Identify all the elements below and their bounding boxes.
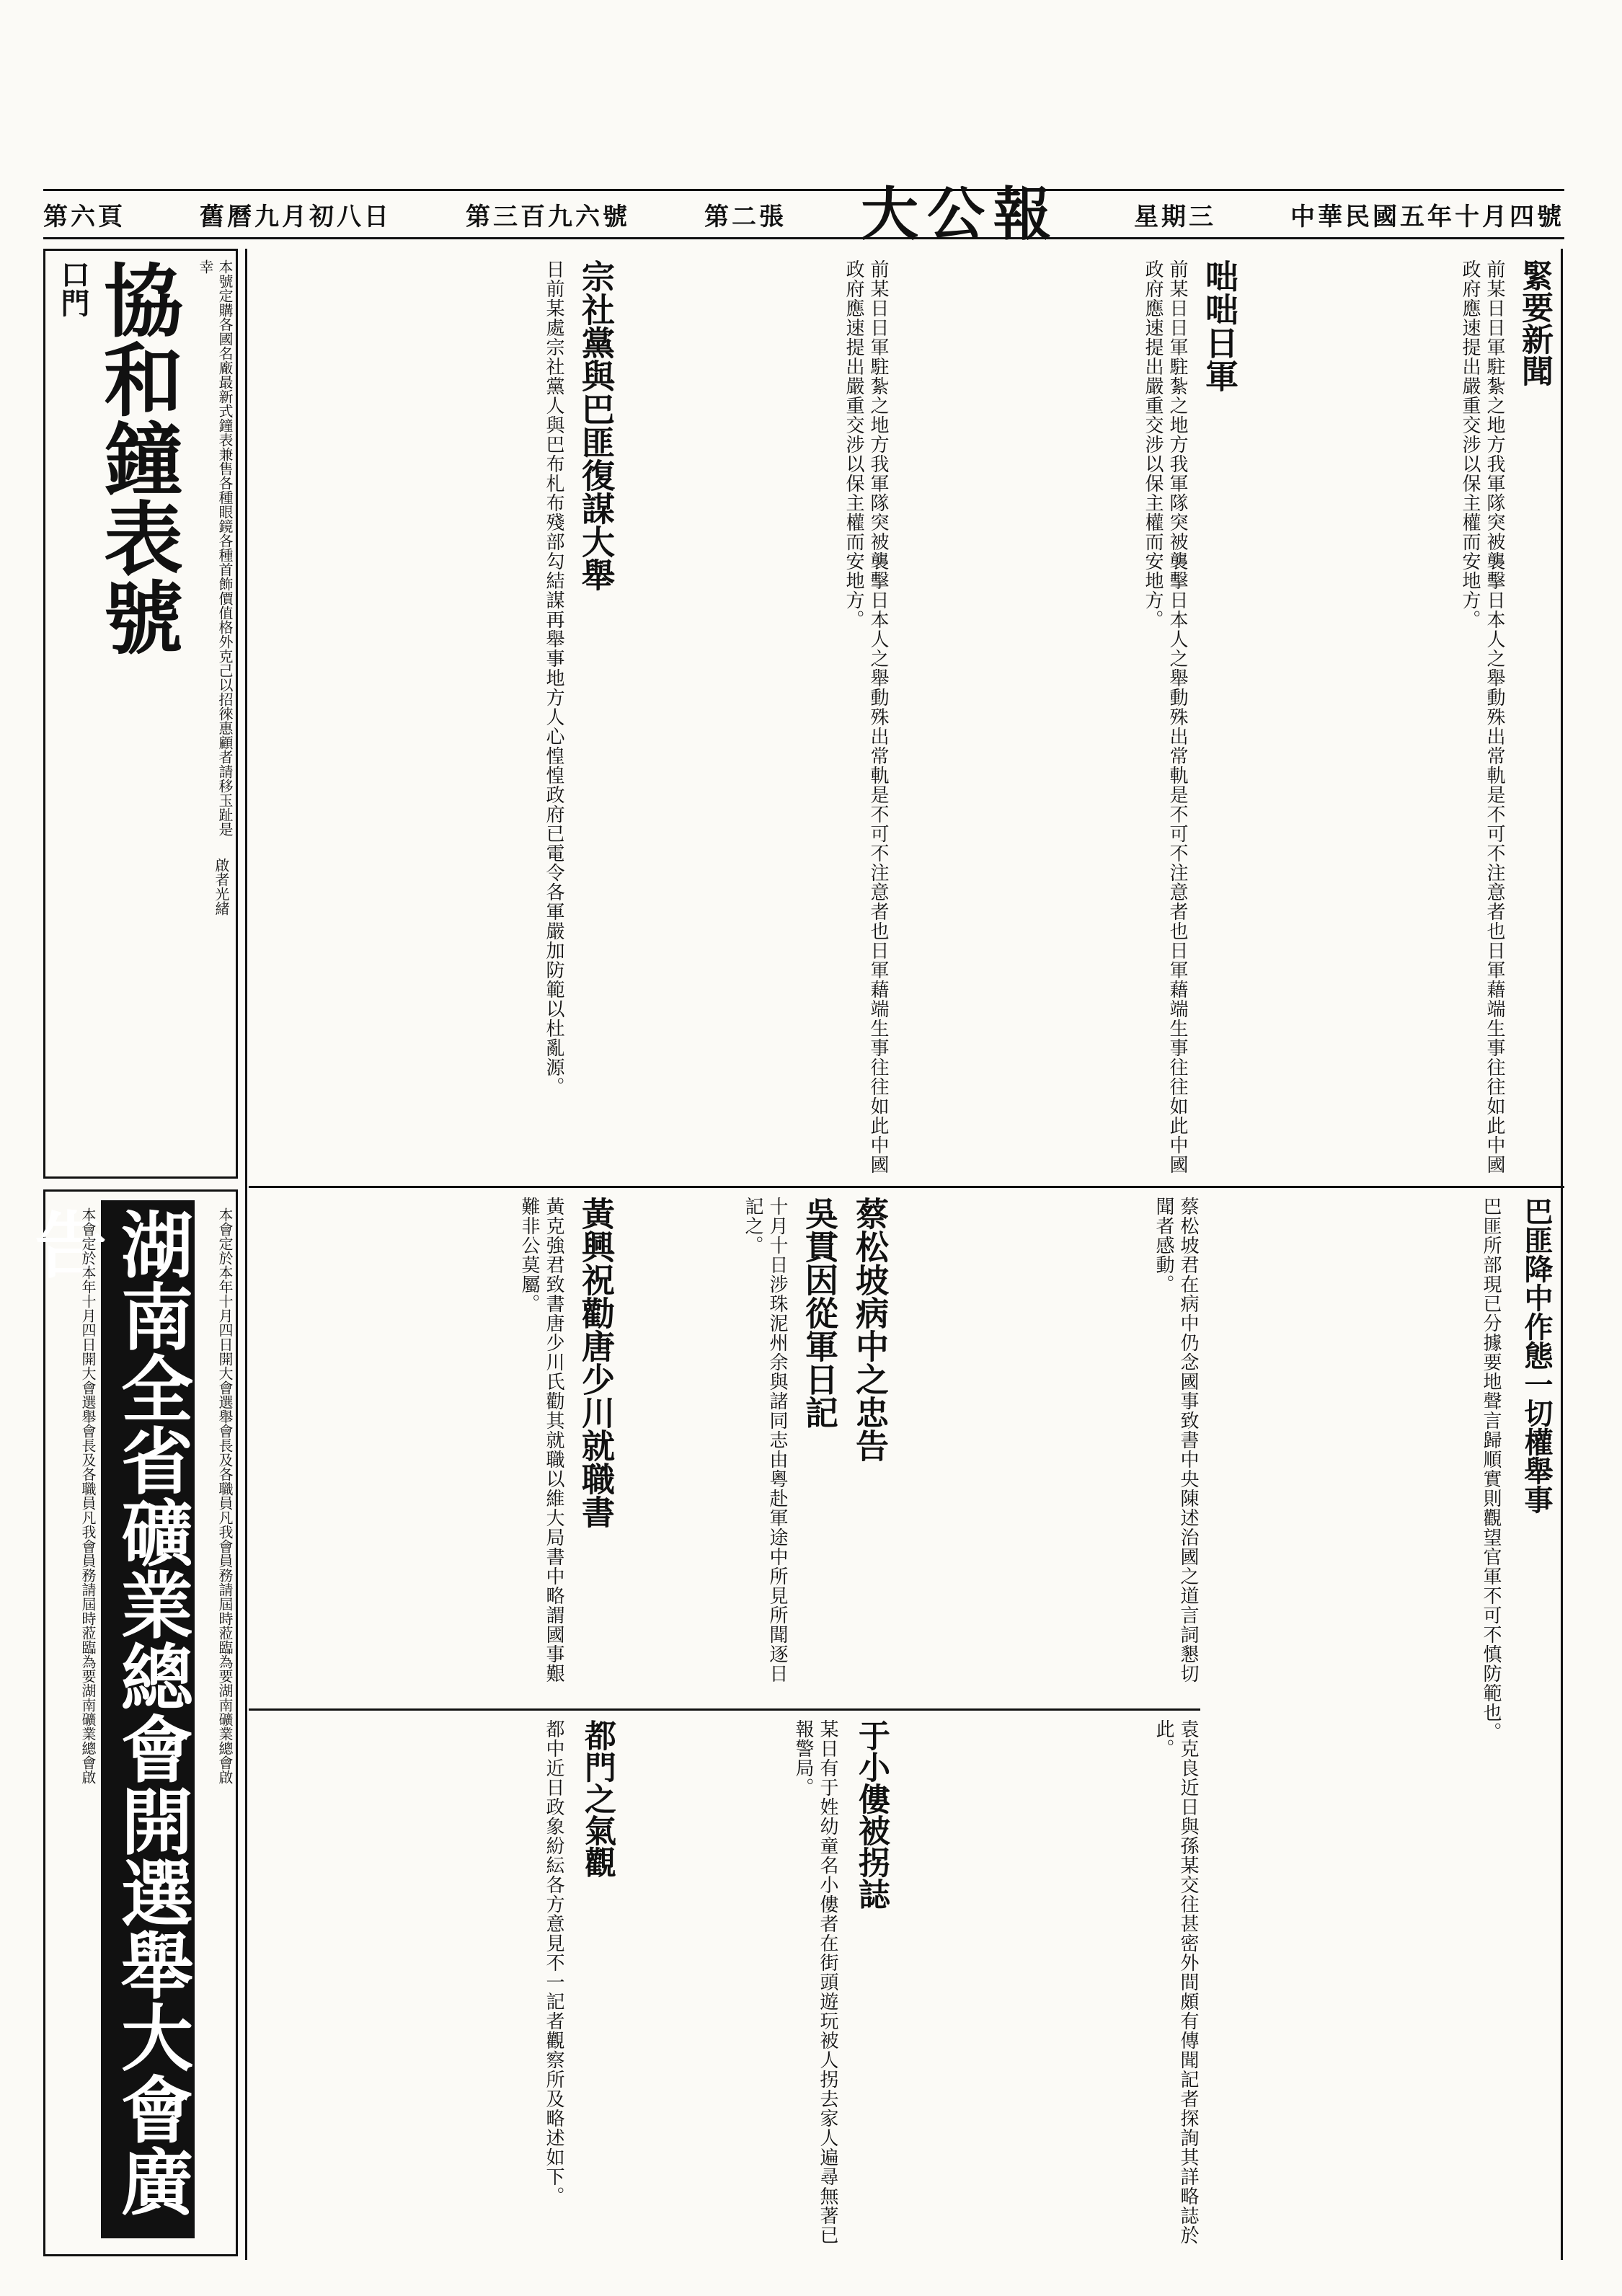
article4-text: 黃克強君致書唐少川氏勸其就職以維大局書中略謂國事艱難非公莫屬。 [518, 1197, 564, 1683]
article5-title: 蔡松坡病中之忠告 [851, 1197, 890, 1462]
header-date: 中華民國五年十月四號 [1290, 202, 1564, 231]
article8-text: 某日有于姓幼童名小僂者在街頭遊玩被人拐去家人遍尋無著已報警局。 [792, 1719, 838, 2245]
article6-title: 吳貫因從軍日記 [800, 1197, 839, 1429]
article5-text: 蔡松坡君在病中仍念國事致書中央陳述治國之道言詞懇切聞者感動。 [1153, 1197, 1199, 1683]
clock-ad-corner: 啟者光緒 [213, 858, 230, 916]
article1-title: 咄咄日軍 [1200, 260, 1239, 392]
article4-title: 黃興祝勸唐少川就職書 [577, 1197, 616, 1528]
left-rule [245, 249, 247, 2260]
clock-ad-desc: 本號定購各國名廠最新式鐘表兼售各種眼鏡各種首飾價值格外克己以招徠惠顧者請移玉趾是幸 [197, 260, 234, 836]
article2-title: 宗社黨與巴匪復謀大舉 [577, 260, 616, 591]
article1-text-2: 前某日日軍駐紮之地方我軍隊突被襲擊日本人之舉動殊出常軌是不可不注意者也日軍藉端生事往往如此中國政府應速提出嚴重交涉以保主權而安地方。 [1142, 260, 1188, 1174]
mining-ad-text: 本會定於本年十月四日開大會選舉會長及各職員凡我會員務請屆時蒞臨為要湖南礦業總會啟 [79, 1207, 97, 1784]
article3-text: 巴匪所部現已分據要地聲言歸順實則觀望官軍不可不慎防範也。 [1480, 1197, 1502, 1742]
lower-rule [249, 1708, 1200, 1711]
article7-text: 都中近日政象紛紜各方意見不一記者觀察所及略述如下。 [543, 1719, 564, 2206]
article6-text: 十月十日涉珠泥州余與諸同志由粵赴軍途中所見所聞逐日記之。 [742, 1197, 788, 1683]
header-page: 第六頁 [43, 202, 125, 231]
mining-ad-text-2: 本會定於本年十月四日開大會選舉會長及各職員凡我會員務請屆時蒞臨為要湖南礦業總會啟 [216, 1207, 234, 1784]
article1-text-3: 前某日日軍駐紮之地方我軍隊突被襲擊日本人之舉動殊出常軌是不可不注意者也日軍藉端生事往往如此中國政府應速提出嚴重交涉以保主權而安地方。 [843, 260, 889, 1174]
article7-title: 都門之氣觀 [579, 1719, 616, 1878]
article1-text: 前某日日軍駐紮之地方我軍隊突被襲擊日本人之舉動殊出常軌是不可不注意者也日軍藉端生事往往如此中國政府應速提出嚴重交涉以保主權而安地方。 [1459, 260, 1505, 1174]
article2-text: 日前某處宗社黨人與巴布札布殘部勾結謀再舉事地方人心惶惶政府已電令各軍嚴加防範以杜亂源。 [543, 260, 564, 1096]
right-rule [1561, 249, 1563, 2260]
news-head: 緊要新聞 [1516, 260, 1553, 386]
clock-ad-title: 協和鐘表號 [91, 260, 184, 656]
ad-top-label: 口門 [56, 260, 90, 317]
header-weekday: 星期三 [1134, 202, 1216, 231]
header-issue: 第三百九六號 [466, 202, 630, 231]
middle-rule [249, 1186, 1564, 1188]
mining-ad-title: 湖南全省礦業總會開選舉大會廣告 [22, 1207, 194, 2217]
masthead: 大公報 [861, 180, 1060, 248]
page-header [43, 180, 1564, 248]
header-sheet: 第二張 [704, 202, 786, 231]
article3-title: 巴匪降中作態一切權舉事 [1520, 1197, 1554, 1514]
header-lunar: 舊曆九月初八日 [200, 202, 391, 231]
article8-title: 于小僂被拐誌 [853, 1719, 890, 1910]
article9-text: 袁克良近日與孫某交往甚密外間頗有傳聞記者探詢其詳略誌於此。 [1153, 1719, 1199, 2245]
